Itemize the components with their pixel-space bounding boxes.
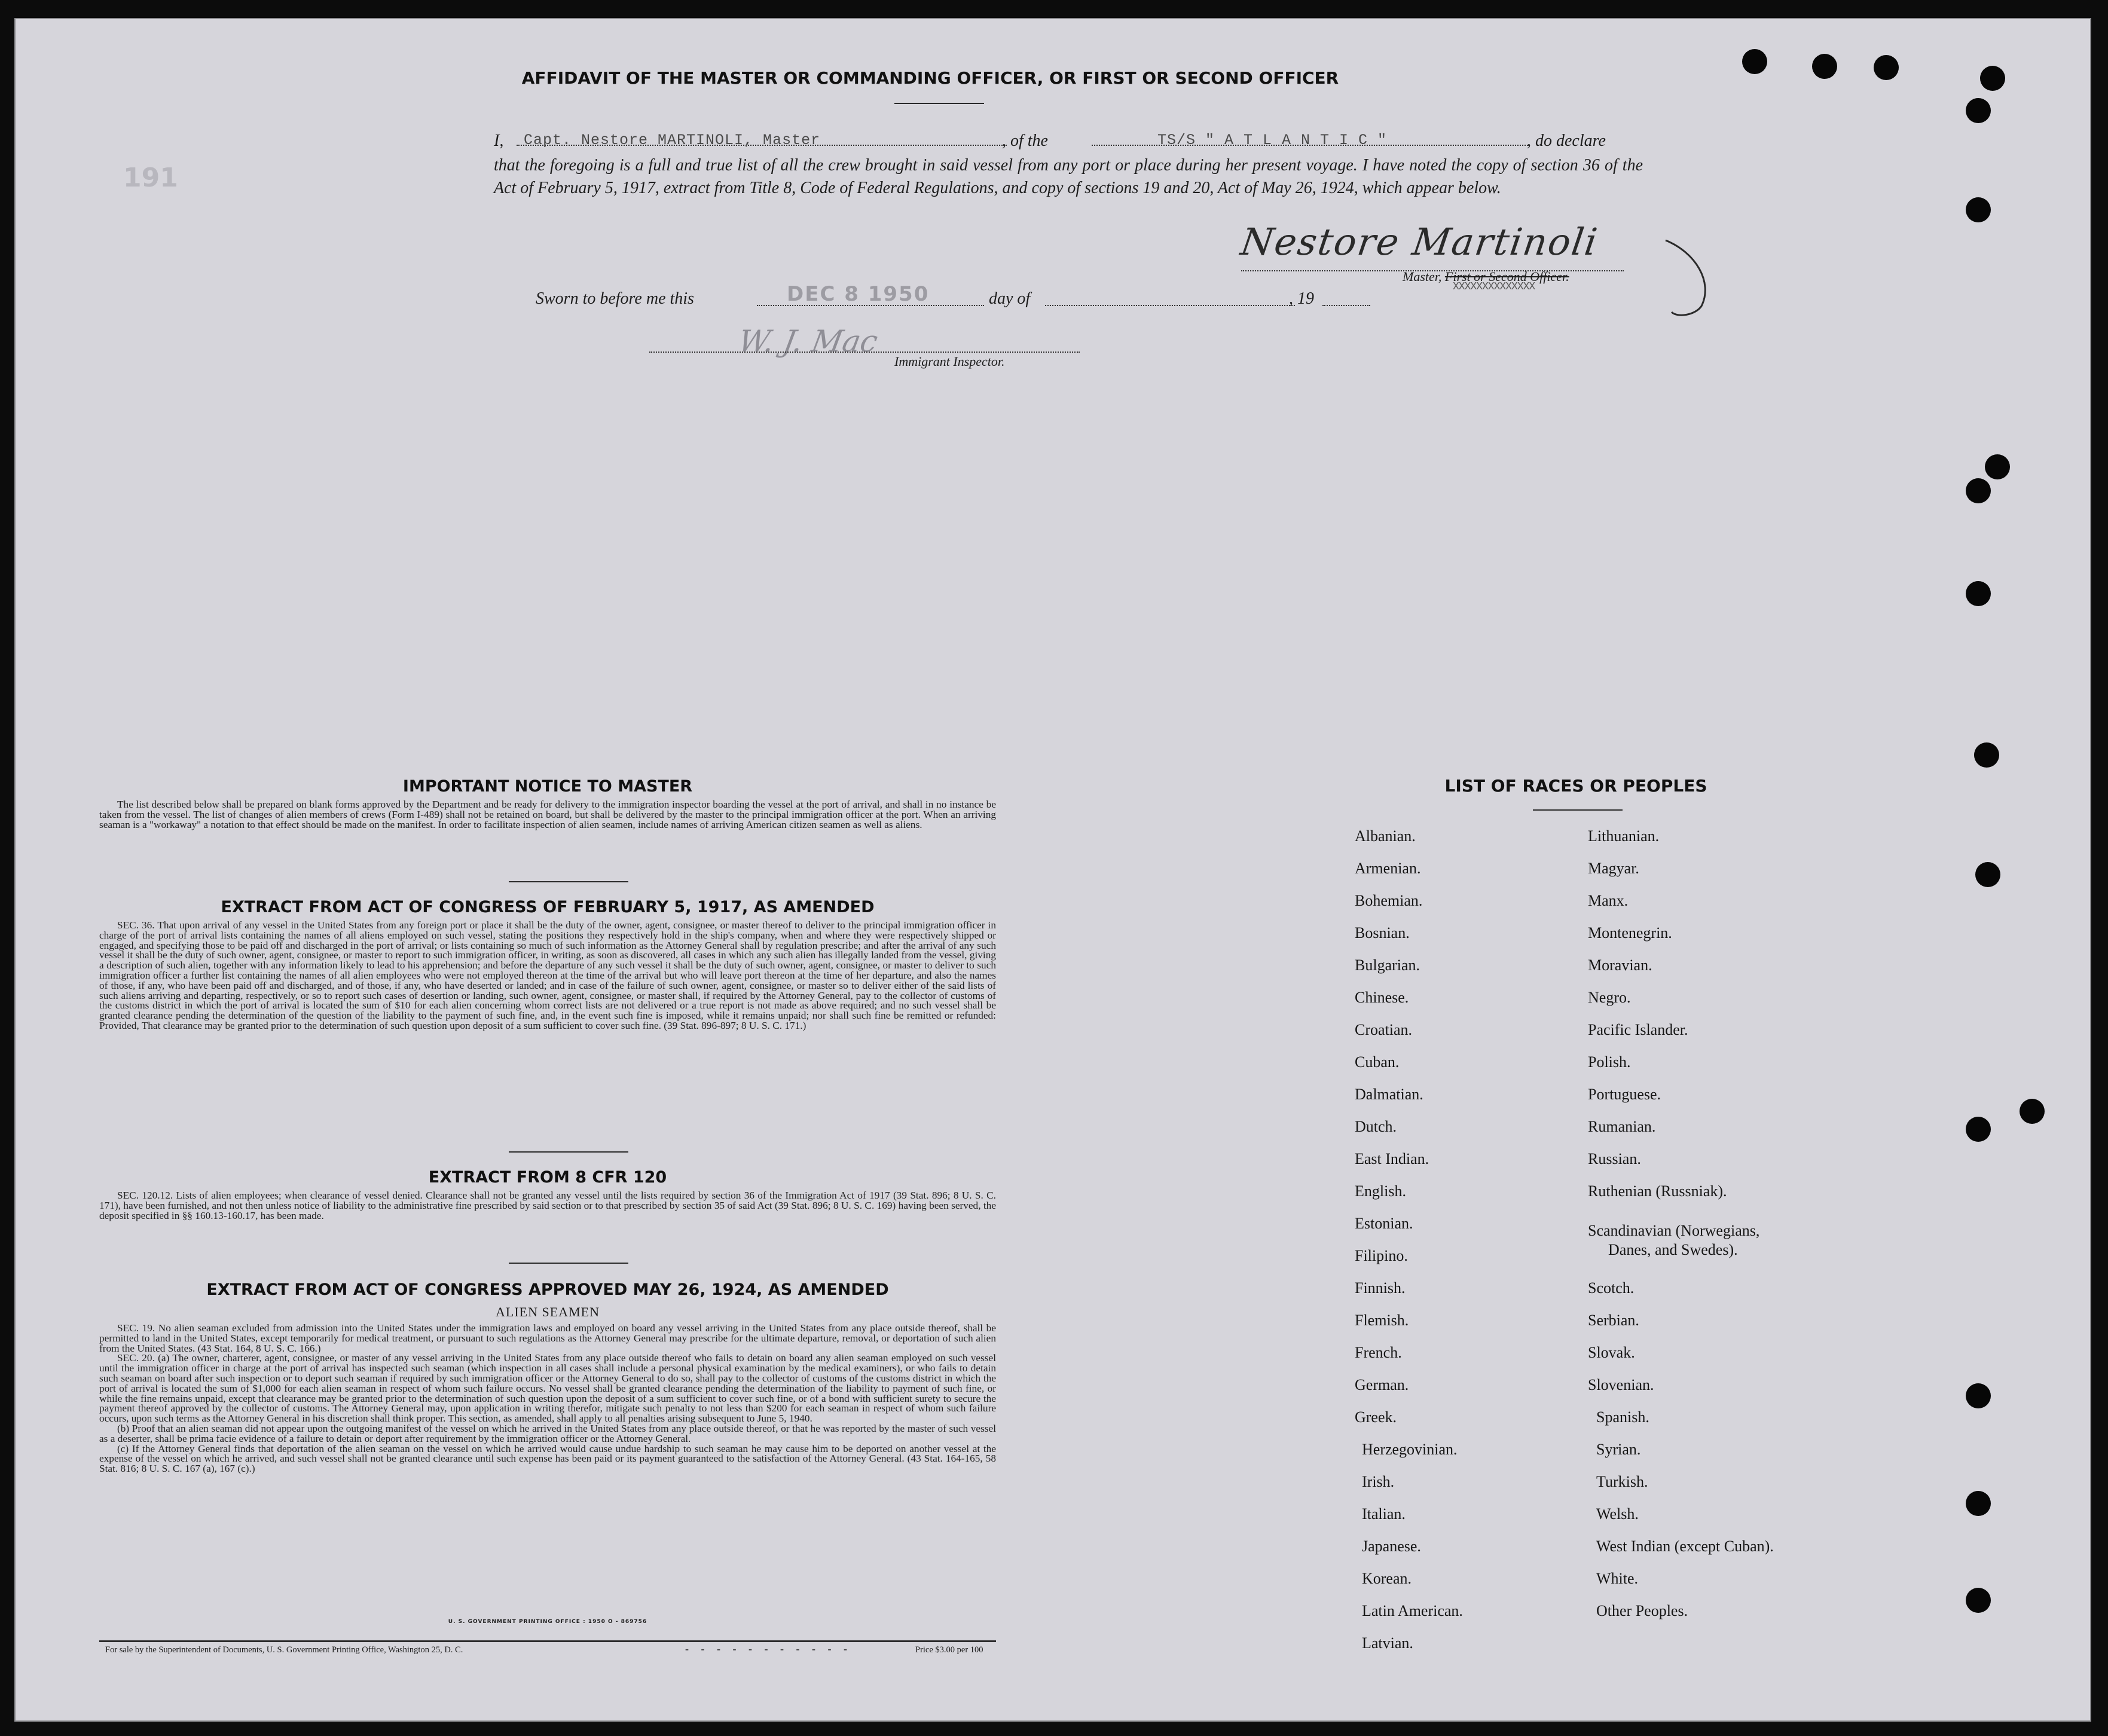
extract-1917-heading: EXTRACT FROM ACT OF CONGRESS OF FEBRUARY 5, 1917, AS AMENDED bbox=[221, 898, 875, 916]
race-item: English. bbox=[1355, 1182, 1406, 1200]
race-item: East Indian. bbox=[1355, 1150, 1429, 1167]
notice-body bbox=[99, 800, 996, 830]
race-item: French. bbox=[1355, 1344, 1402, 1361]
binder-hole bbox=[1966, 1117, 1991, 1142]
race-item: Russian. bbox=[1588, 1150, 1641, 1167]
race-item: Bohemian. bbox=[1355, 892, 1423, 909]
race-item: Magyar. bbox=[1588, 860, 1639, 877]
footer-sale-notice: For sale by the Superintendent of Documents, U. S. Government Printing Office, Washington 25, D. C. bbox=[105, 1645, 463, 1655]
race-item: Armenian. bbox=[1355, 860, 1421, 877]
races-heading: LIST OF RACES OR PEOPLES bbox=[1444, 776, 1707, 796]
sworn-label: Sworn to before me this bbox=[536, 289, 694, 308]
race-item: Herzegovinian. bbox=[1362, 1441, 1458, 1458]
race-item: Bulgarian. bbox=[1355, 956, 1420, 974]
binder-hole bbox=[1980, 66, 2005, 91]
gpo-imprint: U. S. GOVERNMENT PRINTING OFFICE : 1950 O - 869756 bbox=[448, 1619, 647, 1625]
race-item: West Indian (except Cuban). bbox=[1596, 1538, 1774, 1555]
of-the-label: , of the bbox=[1002, 132, 1048, 150]
inspector-caption: Immigrant Inspector. bbox=[894, 354, 1005, 369]
master-name-field: Capt. Nestore MARTINOLI, Master bbox=[524, 132, 821, 149]
section-rule bbox=[509, 1151, 628, 1153]
footer-price: Price $3.00 per 100 bbox=[915, 1645, 983, 1655]
race-item: Estonian. bbox=[1355, 1215, 1413, 1232]
race-item: Bosnian. bbox=[1355, 924, 1410, 942]
race-item: Filipino. bbox=[1355, 1247, 1408, 1264]
master-caption-prefix: Master, bbox=[1403, 269, 1442, 284]
inspector-signature-line bbox=[649, 352, 1080, 353]
race-item: Rumanian. bbox=[1588, 1118, 1656, 1135]
race-item: Ruthenian (Russniak). bbox=[1588, 1182, 1727, 1200]
notice-paragraph: The list described below shall be prepared on blank forms approved by the Department and be ready for delivery to the immigration inspector boarding the vessel at the port of arrival, and shall in no instance be taken from the vessel. The list of changes of alien members of crews (Form I-489) shall not be retained on board, but shall be delivered by the master to the principal immigration officer at the port. When an arriving seaman is a "workaway" a notation to that effect should be made on the manifest. In order to facilitate inspection of alien seamen, include names of arriving American citizen seamen as well as aliens. bbox=[99, 799, 996, 830]
race-item: Japanese. bbox=[1362, 1538, 1421, 1555]
strike-out-x-marks: XXXXXXXXXXXXXX bbox=[1453, 281, 1535, 293]
race-item: Pacific Islander. bbox=[1588, 1021, 1688, 1038]
binder-hole bbox=[1985, 454, 2010, 479]
race-item: Welsh. bbox=[1596, 1505, 1639, 1523]
notice-heading: IMPORTANT NOTICE TO MASTER bbox=[402, 777, 693, 796]
extract-1924-body bbox=[99, 1324, 996, 1474]
sec-20b-paragraph: (b) Proof that an alien seaman did not appear upon the outgoing manifest of the vessel on which he arrived in the United States from any place outside thereof, or that he was reported by the master of such vessel as a deserter, shall be prima facie evidence of a failure to detain or deport after requirement by the immigration officer or the Attorney General. bbox=[99, 1422, 996, 1444]
signature-flourish bbox=[1654, 216, 1725, 324]
binder-hole bbox=[1966, 581, 1991, 606]
race-item: Dutch. bbox=[1355, 1118, 1397, 1135]
race-item: Negro. bbox=[1588, 989, 1631, 1006]
master-caption-struck: First or Second Officer. bbox=[1444, 269, 1569, 284]
race-item: Latin American. bbox=[1362, 1602, 1463, 1619]
section-rule bbox=[509, 1263, 628, 1264]
binder-hole bbox=[1966, 1491, 1991, 1516]
year-line bbox=[1322, 305, 1370, 306]
race-item: Chinese. bbox=[1355, 989, 1409, 1006]
race-item: Spanish. bbox=[1596, 1408, 1649, 1426]
extract-cfr-heading: EXTRACT FROM 8 CFR 120 bbox=[428, 1168, 667, 1187]
i-label: I, bbox=[494, 132, 504, 150]
race-item: Lithuanian. bbox=[1588, 827, 1660, 845]
race-item: Manx. bbox=[1588, 892, 1629, 909]
binder-hole bbox=[1966, 197, 1991, 222]
year-prefix: , 19 bbox=[1289, 289, 1314, 308]
day-of-label: day of bbox=[989, 289, 1031, 308]
sec-19-paragraph: SEC. 19. No alien seaman excluded from admission into the United States under the immigration laws and employed on board any vessel arriving in the United States from any place outside thereof, shall be permitted to land in the United States, except temporarily for medical treatment, or pursuant to such regulations as the Attorney General may prescribe for the ultimate departure, removal, or deportation of such alien from the United States. (43 Stat. 164, 8 U. S. C. 166.) bbox=[99, 1322, 996, 1354]
race-item: Montenegrin. bbox=[1588, 924, 1672, 942]
vessel-name-field: TS/S " A T L A N T I C " bbox=[1157, 132, 1388, 149]
race-item: White. bbox=[1596, 1570, 1639, 1587]
race-item: Danes, and Swedes). bbox=[1608, 1241, 1738, 1258]
race-item: Croatian. bbox=[1355, 1021, 1413, 1038]
footer-dashes: - - - - - - - - - - - bbox=[685, 1643, 852, 1655]
race-item: Korean. bbox=[1362, 1570, 1412, 1587]
race-item: Albanian. bbox=[1355, 827, 1416, 845]
declaration-text: that the foregoing is a full and true list of all the crew brought in said vessel from any port or place during her present voyage. I have noted the copy of section 36 of the Act of February 5, 1917, extract from Title 8, Code of Federal Regulations, and copy of sections 19 and 20, Act of May 26, 1924, which appear below. bbox=[494, 156, 1643, 197]
binder-hole bbox=[1966, 98, 1991, 123]
race-item: Flemish. bbox=[1355, 1312, 1409, 1329]
extract-cfr-body bbox=[99, 1191, 996, 1221]
binder-hole bbox=[1975, 862, 2000, 887]
race-item: Slovenian. bbox=[1588, 1376, 1654, 1393]
extract-1924-heading: EXTRACT FROM ACT OF CONGRESS APPROVED MAY 26, 1924, AS AMENDED bbox=[206, 1280, 889, 1299]
inspector-signature: W. J. Mac bbox=[735, 324, 881, 359]
race-item: Polish. bbox=[1588, 1053, 1631, 1071]
do-declare-label: , do declare bbox=[1527, 132, 1606, 150]
footer-rule bbox=[99, 1640, 996, 1642]
affidavit-title: AFFIDAVIT OF THE MASTER OR COMMANDING OFFICER, OR FIRST OR SECOND OFFICER bbox=[521, 68, 1339, 88]
binder-hole bbox=[1966, 1383, 1991, 1408]
page-number: 191 bbox=[123, 163, 178, 193]
sec-36-paragraph: SEC. 36. That upon arrival of any vessel in the United States from any foreign port or place it shall be the duty of the owner, agent, consignee, or master thereof to deliver to the principal immigration officer in charge of the port of arrival lists containing the names of all aliens employed on such vessel, stating the positions they respectively hold in the ship's company, when and where they were respectively shipped or engaged, and specifying those to be paid off and discharged in the port of arrival; or lists containing so much of such information as the Attorney General shall by regulation prescribe; and after the arrival of any such vessel it shall be the duty of such owner, agent, consignee, or master to report to such immigration officer, in writing, as soon as discovered, all cases in which any such alien has illegally landed from the vessel, giving a description of such alien, together with any information likely to lead to his apprehension; and before the departure of any such vessel it shall be the duty of such owner, agent, consignee, or master to deliver to such immigration officer a further list containing the names of all alien employees who were not employed thereon at the time of the arrival but who will leave port thereon at the time of her departure, and also the names of those, if any, who have been paid off and discharged, and of those, if any, who have deserted or landed; and in case of the failure of such owner, agent, consignee, or master so to deliver either of the said lists of such aliens arriving and departing, respectively, or so to report such cases of desertion or landing, such owner, agent, consignee, or master shall, if required by the Attorney General, pay to the collector of customs of the customs district in which the port of arrival is located the sum of $10 for each alien concerning whom correct lists are not delivered or a true report is not made as above required; and no such vessel shall be granted clearance pending the determination of the question of the liability to the payment of such fine, and, in the event such fine is imposed, while it remains unpaid; nor shall such fine be remitted or refunded: Provided, That clearance may be granted prior to the determination of such question upon deposit of a sum sufficient to cover such fine. (39 Stat. 896-897; 8 U. S. C. 171.) bbox=[99, 919, 996, 1031]
race-item: Serbian. bbox=[1588, 1312, 1639, 1329]
form-sheet bbox=[14, 18, 2091, 1722]
race-item: Turkish. bbox=[1596, 1473, 1648, 1490]
title-rule bbox=[894, 103, 984, 104]
race-item: Other Peoples. bbox=[1596, 1602, 1688, 1619]
binder-hole bbox=[2020, 1099, 2045, 1124]
race-item: Cuban. bbox=[1355, 1053, 1400, 1071]
races-rule bbox=[1533, 809, 1623, 811]
race-item: Irish. bbox=[1362, 1473, 1395, 1490]
master-signature: Nestore Martinoli bbox=[1238, 220, 1601, 264]
month-line bbox=[1045, 305, 1295, 306]
sec-20c-paragraph: (c) If the Attorney General finds that deportation of the alien seaman on the vessel on which he arrived would cause undue hardship to such seaman he may cause him to be deported on another vessel at the expense of the vessel on which he arrived, and such vessel shall not be granted clearance until such expense has been paid or its payment guaranteed to the satisfaction of the Attorney General. (43 Stat. 164-165, 58 Stat. 816; 8 U. S. C. 167 (a), 167 (c).) bbox=[99, 1442, 996, 1475]
race-item: Scandinavian (Norwegians, bbox=[1588, 1222, 1760, 1239]
race-item: Latvian. bbox=[1362, 1634, 1413, 1652]
section-rule bbox=[509, 881, 628, 882]
race-item: German. bbox=[1355, 1376, 1409, 1393]
race-item: Greek. bbox=[1355, 1408, 1397, 1426]
binder-hole bbox=[1966, 1588, 1991, 1613]
sec-20a-paragraph: SEC. 20. (a) The owner, charterer, agent, consignee, or master of any vessel arriving in the United States from any place outside thereof who fails to detain on board any alien seaman employed on such vessel until the immigration officer in charge at the port of arrival has inspected such seaman (which inspection in all cases shall include a personal physical examination by the medical examiners), or who fails to detain such seaman on board after such inspection or to deport such seaman if required by such immigration officer or the Attorney General to do so, shall pay to the collector of customs of the customs district in which the port of arrival is located the sum of $1,000 for each alien seaman in respect of whom such failure occurs. No vessel shall be granted clearance pending the determination of the liability to payment of such fine, or while the fine remains unpaid, except that clearance may be granted prior to the determination of such question upon the deposit of a sum sufficient to cover such fine, or of a bond with sufficient surety to secure the payment thereof approved by the collector of customs. The Attorney General may, upon application in writing therefor, mitigate such penalty to not less than $200 for each seaman in respect of whom such failure occurs, upon such terms as the Attorney General in his discretion shall think proper. This section, as amended, shall apply to all penalties arising subsequent to June 5, 1940. bbox=[99, 1352, 996, 1425]
race-item: Scotch. bbox=[1588, 1279, 1635, 1297]
race-item: Finnish. bbox=[1355, 1279, 1406, 1297]
binder-hole bbox=[1974, 742, 1999, 768]
binder-hole bbox=[1874, 55, 1899, 80]
race-item: Moravian. bbox=[1588, 956, 1652, 974]
race-item: Dalmatian. bbox=[1355, 1086, 1423, 1103]
sec-120-paragraph: SEC. 120.12. Lists of alien employees; when clearance of vessel denied. Clearance shall not be granted any vessel until the lists required by section 36 of the Immigration Act of 1917 (39 Stat. 896; 8 U. S. C. 171), have been furnished, and not then unless notice of liability to the administrative fine prescribed by said section or to that prescribed by section 35 of said Act (39 Stat. 896; 8 U. S. C. 169) having been served, the deposit specified in §§ 160.13-160.17, has been made. bbox=[99, 1190, 996, 1221]
race-item: Slovak. bbox=[1588, 1344, 1635, 1361]
race-item: Portuguese. bbox=[1588, 1086, 1661, 1103]
race-item: Syrian. bbox=[1596, 1441, 1641, 1458]
extract-1917-body bbox=[99, 921, 996, 1031]
binder-hole bbox=[1966, 478, 1991, 503]
date-stamp: DEC 8 1950 bbox=[787, 282, 930, 306]
alien-seamen-subheading: ALIEN SEAMEN bbox=[496, 1304, 600, 1319]
race-item: Italian. bbox=[1362, 1505, 1406, 1523]
